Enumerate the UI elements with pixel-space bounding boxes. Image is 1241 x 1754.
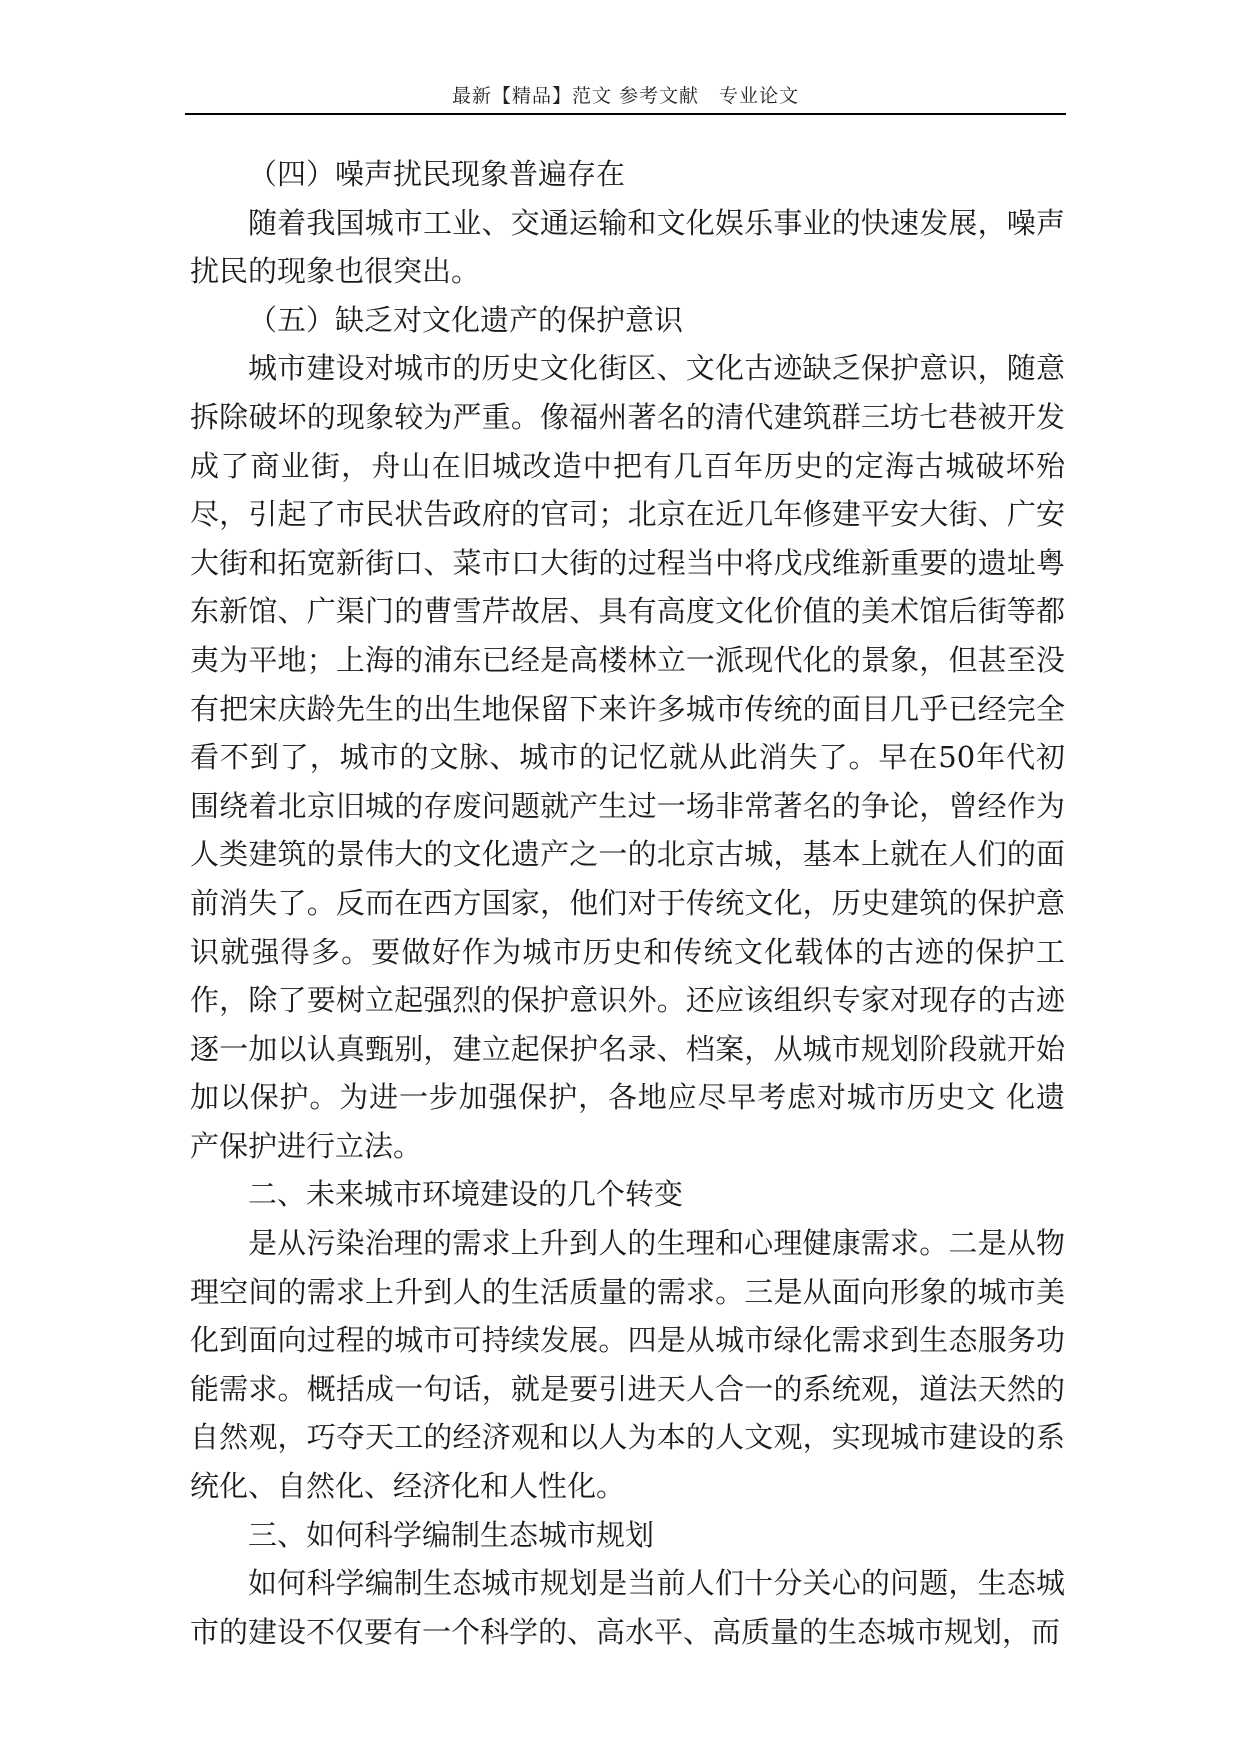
section-heading-planning: 三、如何科学编制生态城市规划 (248, 1517, 655, 1552)
section-heading-transitions: 二、未来城市环境建设的几个转变 (248, 1177, 684, 1212)
section-heading-noise: （四）噪声扰民现象普遍存在 (248, 157, 626, 191)
paragraph-planning: 如何科学编制生态城市规划是当前人们十分关心的问题，生态城市的建设不仅要有一个科学的、高水平、高质量的生态城市规划，而 (190, 1566, 1065, 1649)
paragraph-noise: 随着我国城市工业、交通运输和文化娱乐事业的快速发展，噪声扰民的现象也很突出。 (190, 205, 1065, 289)
page-header: 最新【精品】范文 参考文献 专业论文 (451, 85, 800, 107)
header-divider (185, 113, 1066, 115)
paragraph-transitions: 是从污染治理的需求上升到人的生理和心理健康需求。二是从物理空间的需求上升到人的生活质量的需求。三是从面向形象的城市美化到面向过程的城市可持续发展。四是从城市绿化需求到生态服务功能需求。概括成一句话，就是要引进天人合一的系统观，道法天然的自然观，巧夺天工的经济观和以人为本的人文观，实现城市建设的系统化、自然化、经济化和人性化。 (190, 1226, 1065, 1504)
document-body (190, 150, 1065, 1656)
paragraph-heritage: 城市建设对城市的历史文化街区、文化古迹缺乏保护意识，随意拆除破坏的现象较为严重。像福州著名的清代建筑群三坊七巷被开发成了商业街，舟山在旧城改造中把有几百年历史的定海古城破坏殆尽，引起了市民状告政府的官司；北京在近几年修建平安大街、广安大街和拓宽新街口、菜市口大街的过程当中将戊戌维新重要的遗址粤东新馆、广渠门的曹雪芹故居、具有高度文化价值的美术馆后街等都夷为平地；上海的浦东已经是高楼林立一派现代化的景象，但甚至没有把宋庆龄先生的出生地保留下来许多城市传统的面目几乎已经完全看不到了，城市的文脉、城市的记忆就从此消失了。早在50年代初围绕着北京旧城的存废问题就产生过一场非常著名的争论，曾经作为人类建筑的景伟大的文化遗产之一的北京古城，基本上就在人们的面前消失了。反而在西方国家，他们对于传统文化，历史建筑的保护意识就强得多。要做好作为城市历史和传统文化载体的古迹的保护工作，除了要树立起强烈的保护意识外。还应该组织专家对现存的古迹逐一加以认真甄别，建立起保护名录、档案，从城市规划阶段就开始加以保护。为进一步加强保护，各地应尽早考虑对城市历史文 化遗产保护进行立法。 (190, 351, 1065, 1163)
section-heading-heritage: （五）缺乏对文化遗产的保护意识 (248, 302, 684, 337)
